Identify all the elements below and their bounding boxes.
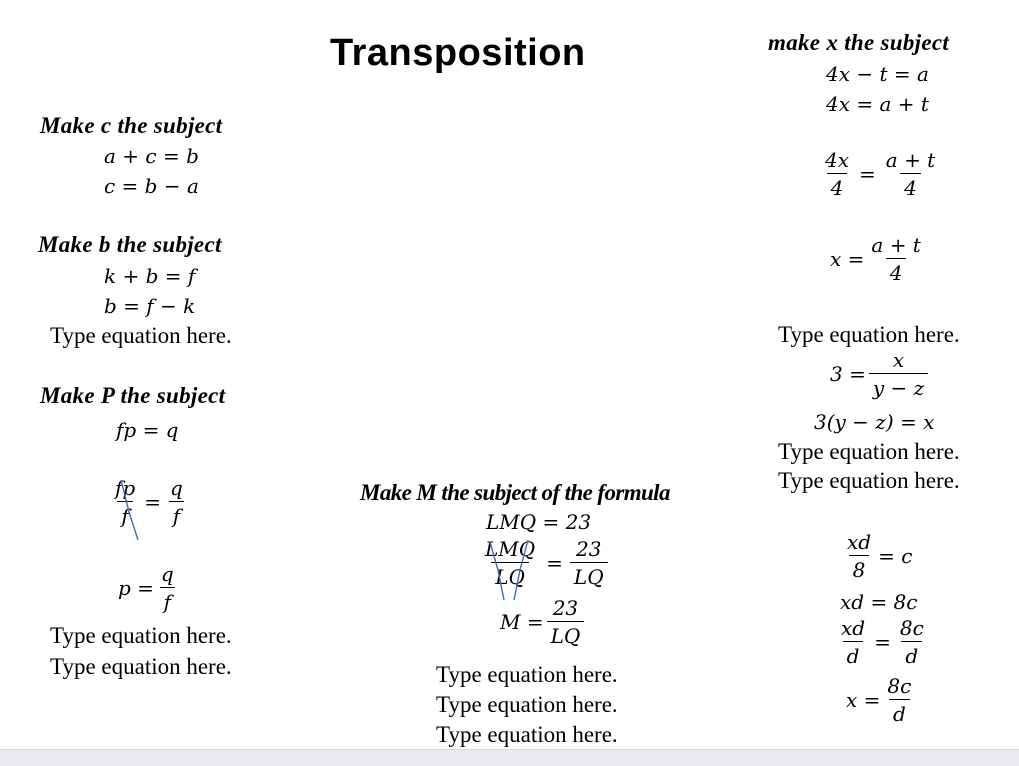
equation-m-result <box>500 596 587 648</box>
equation-b-2: b = f − k <box>104 294 196 318</box>
equation-yz-1 <box>830 348 931 400</box>
denominator: LQ <box>570 562 608 589</box>
numerator: q <box>160 562 174 586</box>
denominator: f <box>169 501 184 528</box>
result-lhs: p = <box>118 576 154 600</box>
result-lhs: x = <box>830 247 865 271</box>
heading-make-c: Make c the subject <box>40 113 223 138</box>
equation-xd-2: xd = 8c <box>840 590 918 614</box>
fraction <box>821 148 853 200</box>
denominator: 4 <box>827 173 848 200</box>
fraction <box>837 616 869 668</box>
denominator: 4 <box>886 258 907 285</box>
equation-p-1: fp = q <box>116 418 179 442</box>
equation-x-2: 4x = a + t <box>826 92 929 116</box>
equals-sign: = <box>144 490 161 514</box>
page-bottom-edge <box>0 749 1019 766</box>
equation-x-1: 4x − t = a <box>826 62 929 86</box>
denominator: LQ <box>547 621 585 648</box>
equation-placeholder[interactable]: Type equation here. <box>436 662 618 687</box>
equation-placeholder[interactable]: Type equation here. <box>778 468 960 493</box>
heading-make-p: Make P the subject <box>40 383 226 408</box>
equation-placeholder[interactable]: Type equation here. <box>50 654 232 679</box>
denominator: LQ <box>491 562 529 589</box>
equation-p-result <box>118 562 181 614</box>
numerator: a + t <box>871 233 921 257</box>
numerator: 23 <box>552 596 579 620</box>
numerator: 8c <box>899 616 924 640</box>
equation-placeholder[interactable]: Type equation here. <box>436 692 618 717</box>
denominator: f <box>160 587 175 614</box>
denominator: 4 <box>900 173 921 200</box>
equation-xd-result <box>846 674 918 726</box>
fraction <box>570 537 608 589</box>
cancel-strike-mark <box>112 474 148 544</box>
rhs: = c <box>878 544 913 568</box>
equation-placeholder[interactable]: Type equation here. <box>50 323 232 348</box>
denominator: d <box>901 641 922 668</box>
equation-xd-1 <box>840 530 912 582</box>
equation-yz-2: 3(y − z) = x <box>814 410 935 434</box>
equation-c-1: a + c = b <box>104 144 199 168</box>
fraction <box>166 476 187 528</box>
fraction <box>547 596 585 648</box>
page-title: Transposition <box>330 32 586 74</box>
equation-x-result <box>830 233 928 285</box>
equation-c-2: c = b − a <box>104 174 199 198</box>
fraction <box>843 530 875 582</box>
numerator: 23 <box>576 537 602 561</box>
result-lhs: M = <box>500 610 544 634</box>
heading-make-m: Make M the subject of the formula <box>360 480 670 505</box>
fraction <box>896 616 928 668</box>
equation-x-divide <box>818 148 942 200</box>
denominator: f <box>117 501 132 528</box>
equals-sign: = <box>859 162 876 186</box>
equation-xd-divide <box>834 616 931 668</box>
fraction <box>883 674 915 726</box>
numerator: q <box>169 476 183 500</box>
denominator: d <box>889 699 910 726</box>
denominator: d <box>843 641 864 668</box>
equation-b-1: k + b = f <box>104 264 196 288</box>
heading-make-b: Make b the subject <box>38 232 222 257</box>
numerator: x <box>892 348 905 372</box>
numerator: 4x <box>825 148 850 172</box>
numerator: xd <box>847 530 872 554</box>
denominator: y − z <box>869 373 928 400</box>
numerator: xd <box>841 616 866 640</box>
result-lhs: x = <box>846 688 881 712</box>
numerator: LMQ <box>485 537 536 561</box>
fraction <box>867 233 924 285</box>
equation-placeholder[interactable]: Type equation here. <box>50 623 232 648</box>
equals-sign: = <box>546 551 563 575</box>
equation-placeholder[interactable]: Type equation here. <box>778 322 960 347</box>
equation-m-1: LMQ = 23 <box>486 510 592 534</box>
numerator: 8c <box>887 674 912 698</box>
result-lhs: 3 = <box>830 362 866 386</box>
equation-placeholder[interactable]: Type equation here. <box>436 722 618 747</box>
fraction <box>157 562 178 614</box>
equals-sign: = <box>874 630 891 654</box>
fraction <box>869 348 928 400</box>
fraction <box>882 148 939 200</box>
heading-make-x: make x the subject <box>768 30 950 55</box>
denominator: 8 <box>849 555 870 582</box>
numerator: fp <box>115 476 136 500</box>
equation-placeholder[interactable]: Type equation here. <box>778 439 960 464</box>
numerator: a + t <box>885 148 936 172</box>
